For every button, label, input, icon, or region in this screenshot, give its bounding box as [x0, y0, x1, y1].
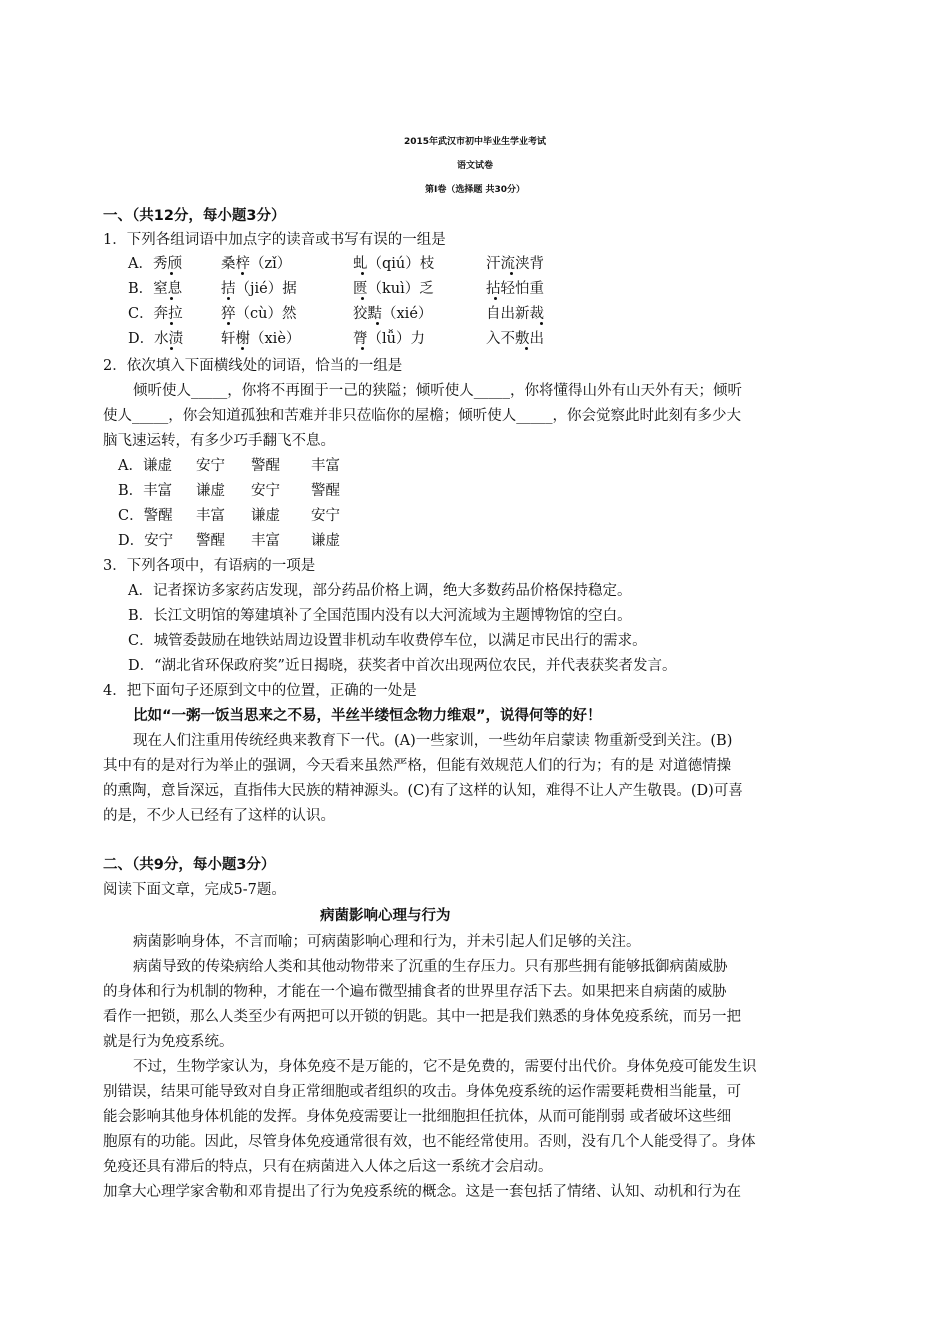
- q4-quote: 比如“一粥一饭当思来之不易，半丝半缕恒念物力维艰”，说得何等的好！: [133, 708, 602, 724]
- q1-c-word2: 猝（cù）然: [221, 306, 297, 322]
- q4-passage-line: 的熏陶，意旨深远，直指伟大民族的精神源头。(C)有了这样的认知，难得不让人产生敬畏。(D)可喜: [103, 783, 743, 799]
- q2-c-word4: 安宁: [311, 508, 340, 524]
- q3-option-b: B．长江文明馆的筹建填补了全国范围内没有以大河流域为主题博物馆的空白。: [128, 608, 632, 624]
- q3-stem: 3．下列各项中，有语病的一项是: [103, 558, 316, 574]
- q2-d-word4: 谦虚: [311, 533, 340, 549]
- article-line: 别错误，结果可能导致对自身正常细胞或者组织的攻击。身体免疫系统的运作需要耗费相当能量，可: [103, 1084, 741, 1100]
- article-title: 病菌影响心理与行为: [320, 908, 451, 924]
- q4-passage-line: 的是，不少人已经有了这样的认识。: [103, 808, 335, 824]
- emphasis-dot: [170, 347, 173, 350]
- q2-passage-line: 使人_____，你会知道孤独和苦难并非只莅临你的屋檐；倾听使人_____，你会觉察此时此刻有多少大: [103, 408, 741, 424]
- emphasis-dot: [241, 347, 244, 350]
- q1-b-word3: 匮（kuì）乏: [353, 281, 434, 297]
- q2-c-word3: 谦虚: [251, 508, 280, 524]
- q4-passage-line: 其中有的是对行为举止的强调，今天看来虽然严格，但能有效规范人们的行为；有的是 对道德情操: [103, 758, 732, 774]
- q1-c-word4: 自出新裁: [486, 306, 544, 322]
- article-line: 免疫还具有滞后的特点，只有在病菌进入人体之后这一系统才会启动。: [103, 1159, 553, 1175]
- q2-b-word3: 安宁: [251, 483, 280, 499]
- q2-a-word2: 安宁: [196, 458, 225, 474]
- q1-stem: 1．下列各组词语中加点字的读音或书写有误的一组是: [103, 232, 446, 248]
- article-line: 看作一把锁，那么人类至少有两把可以开锁的钥匙。其中一把是我们熟悉的身体免疫系统，而另一把: [103, 1009, 741, 1025]
- emphasis-dot: [376, 322, 379, 325]
- q4-stem: 4．把下面句子还原到文中的位置，正确的一处是: [103, 683, 417, 699]
- q3-option-a: A．记者探访多家药店发现，部分药品价格上调，绝大多数药品价格保持稳定。: [128, 583, 632, 599]
- q1-a-word3: 虬（qiú）枝: [353, 256, 435, 272]
- article-line: 病菌导致的传染病给人类和其他动物带来了沉重的生存压力。只有那些拥有能够抵御病菌威胁: [133, 959, 728, 975]
- q1-c-word3: 狡黠（xié）: [353, 306, 433, 322]
- q2-d-word3: 丰富: [251, 533, 280, 549]
- section2-heading: 二、（共9分，每小题3分）: [103, 857, 276, 873]
- q2-a-word3: 警醒: [251, 458, 280, 474]
- q2-stem: 2．依次填入下面横线处的词语，恰当的一组是: [103, 358, 403, 374]
- q1-c-word1: C．奔拉: [128, 306, 183, 322]
- q1-b-word1: B．窒息: [128, 281, 183, 297]
- article-line: 能会影响其他身体机能的发挥。身体免疫需要让一批细胞担任抗体，从而可能削弱 或者破坏这些细: [103, 1109, 732, 1125]
- q3-option-d: D．“湖北省环保政府奖”近日揭晓，获奖者中首次出现两位农民，并代表获奖者发言。: [128, 658, 677, 674]
- emphasis-dot: [361, 272, 364, 275]
- q2-passage-line: 倾听使人_____，你将不再囿于一己的狭隘；倾听使人_____，你将懂得山外有山天外有天；倾听: [133, 383, 742, 399]
- q2-a-word4: 丰富: [311, 458, 340, 474]
- q2-b-word2: 谦虚: [196, 483, 225, 499]
- q3-option-c: C．城管委鼓励在地铁站周边设置非机动车收费停车位，以满足市民出行的需求。: [128, 633, 647, 649]
- q2-passage-line: 脑飞速运转，有多少巧手翻飞不息。: [103, 433, 335, 449]
- q2-b-word1: B．丰富: [118, 483, 173, 499]
- q1-d-word2: 轩榭（xiè）: [221, 331, 301, 347]
- q2-c-word1: C．警醒: [118, 508, 173, 524]
- q2-c-word2: 丰富: [196, 508, 225, 524]
- q2-a-word1: A．谦虚: [118, 458, 172, 474]
- emphasis-dot: [540, 322, 543, 325]
- article-line: 病菌影响身体，不言而喻；可病菌影响心理和行为，并未引起人们足够的关注。: [133, 934, 641, 950]
- q1-b-word4: 拈轻怕重: [486, 281, 544, 297]
- section2-instruction: 阅读下面文章，完成5-7题。: [103, 882, 286, 898]
- q1-a-word1: A．秀颀: [128, 256, 182, 272]
- article-line: 胞原有的功能。因此，尽管身体免疫通常很有效，也不能经常使用。否则，没有几个人能受得了。身体: [103, 1134, 756, 1150]
- emphasis-dot: [241, 272, 244, 275]
- emphasis-dot: [494, 297, 497, 300]
- part-title: 第Ⅰ卷（选择题 共30分）: [424, 185, 525, 195]
- emphasis-dot: [361, 297, 364, 300]
- q1-a-word4: 汗流浃背: [486, 256, 544, 272]
- q2-d-word1: D．安宁: [118, 533, 174, 549]
- article-line: 的身体和行为机制的物种，才能在一个遍布微型捕食者的世界里存活下去。如果把来自病菌的威胁: [103, 984, 727, 1000]
- exam-subtitle: 语文试卷: [456, 161, 493, 171]
- emphasis-dot: [227, 297, 230, 300]
- article-line: 不过，生物学家认为，身体免疫不是万能的，它不是免费的，需要付出代价。身体免疫可能发生识: [133, 1059, 757, 1075]
- q4-passage-line: 现在人们注重用传统经典来教育下一代。(A)一些家训，一些幼年启蒙读 物重新受到关注。(B): [133, 733, 733, 749]
- emphasis-dot: [170, 272, 173, 275]
- q1-d-word1: D．水渍: [128, 331, 184, 347]
- section1-heading: 一、（共12分，每小题3分）: [103, 208, 286, 224]
- exam-title: 2015年武汉市初中毕业生学业考试: [403, 137, 547, 147]
- q2-b-word4: 警醒: [311, 483, 340, 499]
- q1-b-word2: 拮（jié）据: [221, 281, 297, 297]
- q1-a-word2: 桑梓（zǐ）: [221, 256, 292, 272]
- emphasis-dot: [525, 347, 528, 350]
- article-line: 就是行为免疫系统。: [103, 1034, 234, 1050]
- q1-d-word4: 入不敷出: [486, 331, 544, 347]
- q2-d-word2: 警醒: [196, 533, 225, 549]
- emphasis-dot: [170, 322, 173, 325]
- emphasis-dot: [361, 347, 364, 350]
- emphasis-dot: [510, 272, 513, 275]
- emphasis-dot: [227, 322, 230, 325]
- article-line: 加拿大心理学家舍勒和邓肯提出了行为免疫系统的概念。这是一套包括了情绪、认知、动机和行为在: [103, 1184, 741, 1200]
- emphasis-dot: [170, 297, 173, 300]
- q1-d-word3: 膂（lǚ）力: [353, 331, 425, 347]
